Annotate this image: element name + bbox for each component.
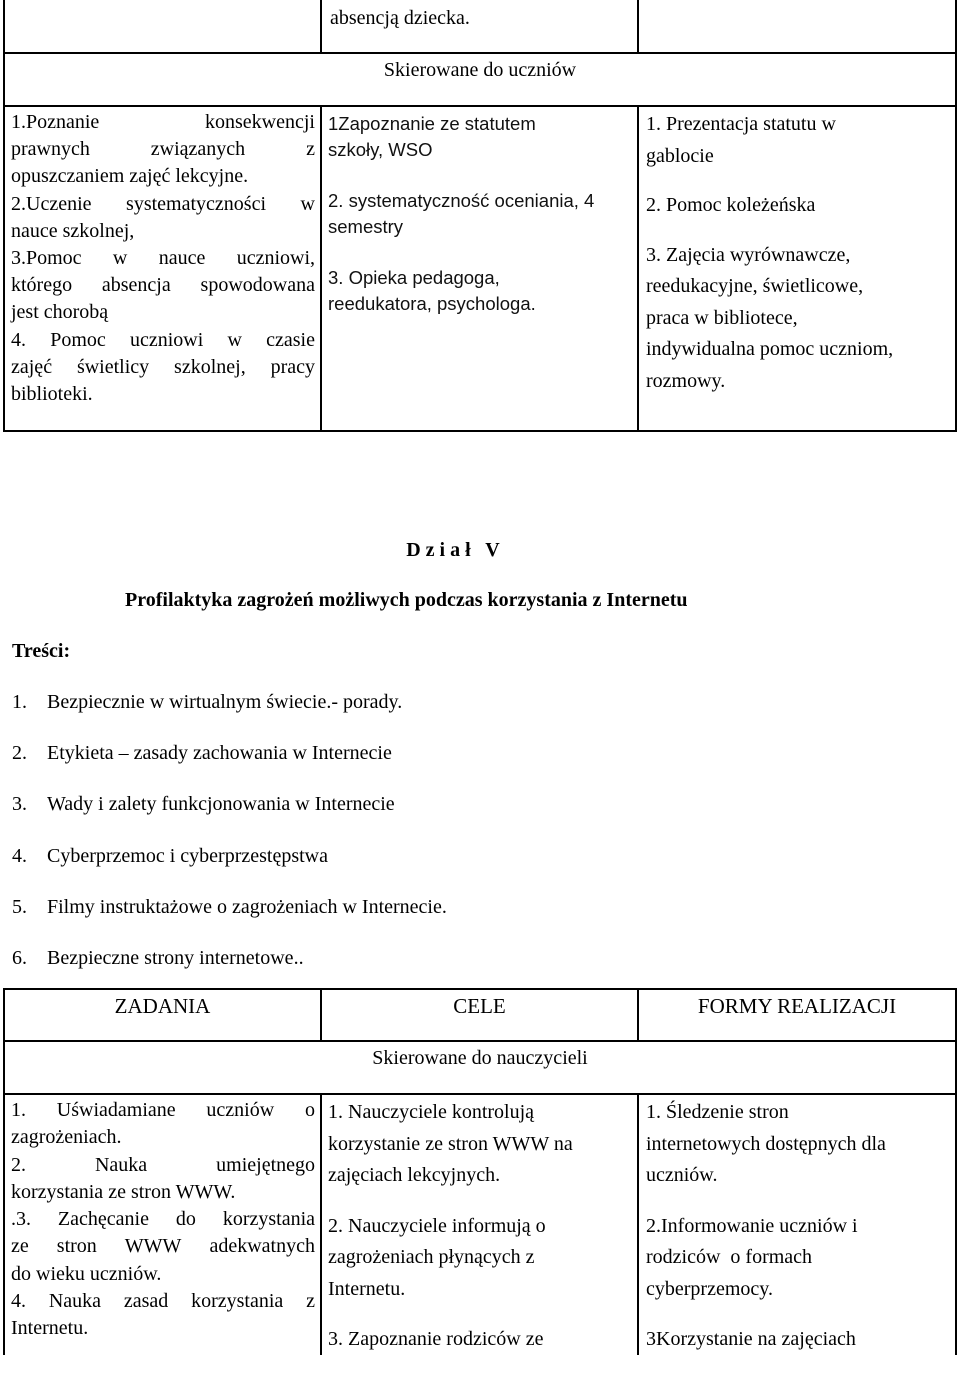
table-border [3, 988, 957, 990]
header-tasks: ZADANIA [114, 994, 211, 1018]
list-number: 4. [12, 844, 27, 867]
cell-line: 2.Informowanie uczniów i [646, 1214, 858, 1237]
cell-line: jest chorobą [11, 301, 109, 324]
cell-item [328, 265, 633, 317]
header-goals: CELE [453, 994, 506, 1018]
list-number: 5. [12, 895, 27, 918]
tasks-column [11, 1097, 315, 1343]
table-border [637, 1093, 639, 1355]
list-text: Etykieta – zasady zachowania w Internecie [47, 742, 392, 765]
cell-text: absencją dziecka. [330, 7, 470, 29]
list-item [12, 843, 328, 870]
cell-line: którego absencja spowodowana [11, 274, 315, 297]
list-item [12, 740, 392, 767]
list-item [12, 894, 447, 921]
cell-item [328, 1324, 633, 1356]
cell-line: Internetu. [328, 1277, 406, 1300]
cell-line: do wieku uczniów. [11, 1262, 162, 1285]
cell-line: 3. Opieka pedagoga, [328, 267, 500, 288]
goals-column [328, 1097, 633, 1375]
list-text: Cyberprzemoc i cyberprzestępstwa [47, 844, 328, 867]
cell-item [328, 1211, 633, 1306]
cell-line: 1. Uświadamiane uczniów o [11, 1099, 315, 1121]
list-text: Filmy instruktażowe o zagrożeniach w Internecie. [47, 895, 447, 918]
cell-line: 4. Nauka zasad korzystania z [11, 1290, 315, 1313]
cell-item [646, 1211, 951, 1306]
cell-line: nauce szkolnej, [11, 219, 135, 242]
list-text: Wady i zalety funkcjonowania w Internecie [47, 793, 395, 816]
cell-item [328, 111, 633, 163]
list-number: 3. [12, 793, 27, 816]
cell-item [646, 190, 951, 222]
list-item [12, 689, 402, 716]
cell-line: prawnych związanych z [11, 138, 315, 161]
cell-line: 1. Nauczyciele kontrolują [328, 1101, 535, 1123]
cell-line: .3. Zachęcanie do korzystania [11, 1208, 315, 1231]
cell-line: internetowych dostępnych dla [646, 1132, 886, 1155]
forms-column [646, 1097, 951, 1375]
table-border [3, 105, 957, 107]
cell-item [646, 1324, 951, 1356]
cell-item [328, 1097, 633, 1192]
cell-line: 1. Śledzenie stron [646, 1101, 789, 1123]
goals-column [328, 111, 633, 342]
cell-line: reedukatora, psychologa. [328, 293, 536, 314]
table-border [637, 0, 639, 52]
cell-line: indywidualna pomoc uczniom, [646, 338, 894, 360]
cell-line: 1.Poznanie konsekwencji [11, 111, 315, 133]
list-number: 6. [12, 947, 27, 969]
cell-line: zagrożeniach płynących z [328, 1246, 535, 1268]
cell-line: rodziców o formach [646, 1246, 813, 1268]
cell-line: 2. Nauka umiejętnego [11, 1153, 315, 1176]
table-border [3, 52, 957, 54]
table-border [955, 988, 957, 1355]
section-title: D z i a ł V [406, 539, 500, 561]
table-border [320, 105, 322, 432]
cell-line: cyberprzemocy. [646, 1277, 773, 1300]
cell-line: 1. Prezentacja statutu w [646, 113, 836, 135]
cell-line: 1Zapoznanie ze statutem [328, 113, 536, 134]
list-text: Bezpieczne strony internetowe.. [47, 947, 304, 969]
cell-line: 2. Pomoc koleżeńska [646, 194, 816, 216]
table-header: Skierowane do uczniów [383, 59, 577, 81]
cell-line: zagrożeniach. [11, 1126, 122, 1149]
table-border [955, 0, 957, 52]
table-border [637, 105, 639, 432]
cell-item [646, 1097, 951, 1192]
cell-item [646, 109, 951, 172]
table-border [3, 1040, 957, 1042]
cell-line: 3. Zajęcia wyrównawcze, [646, 243, 851, 266]
tasks-column [11, 109, 315, 408]
table-border [320, 1093, 322, 1355]
list-item [12, 945, 304, 972]
cell-line: korzystania ze stron WWW. [11, 1180, 236, 1203]
cell-line: 2. Nauczyciele informują o [328, 1214, 546, 1237]
cell-line: 3Korzystanie na zajęciach [646, 1328, 856, 1350]
header-forms: FORMY REALIZACJI [697, 994, 897, 1018]
cell-line: ze stron WWW adekwatnych [11, 1235, 315, 1258]
contents-label: Treści: [12, 640, 71, 662]
cell-line: opuszczaniem zajęć lekcyjne. [11, 165, 249, 188]
cell-line: uczniów. [646, 1164, 718, 1186]
cell-line: 3. Zapoznanie rodziców ze [328, 1328, 544, 1350]
cell-line: szkoły, WSO [328, 139, 433, 160]
cell-item [328, 188, 633, 240]
cell-line: Internetu. [11, 1317, 89, 1340]
list-number: 1. [12, 691, 27, 713]
cell-line: 4. Pomoc uczniowi w czasie [11, 328, 315, 351]
cell-line: 2. systematyczność oceniania, 4 [328, 190, 595, 211]
cell-item [646, 240, 951, 398]
forms-column [646, 109, 951, 415]
table-border [3, 0, 5, 52]
table-border [320, 0, 322, 52]
list-text: Bezpiecznie w wirtualnym świecie.- porady. [47, 691, 403, 713]
cell-line: zajęć świetlicy szkolnej, pracy [11, 355, 315, 378]
cell-line: praca w bibliotece, [646, 306, 798, 329]
cell-line: korzystanie ze stron WWW na [328, 1132, 573, 1155]
cell-line: reedukacyjne, świetlicowe, [646, 275, 864, 297]
cell-line: gablocie [646, 144, 714, 167]
table-subheader: Skierowane do nauczycieli [372, 1047, 588, 1069]
cell-line: rozmowy. [646, 369, 726, 392]
table-border [955, 105, 957, 432]
table-border [3, 1093, 957, 1095]
table-border [955, 52, 957, 105]
table-border [3, 430, 957, 432]
cell-line: biblioteki. [11, 382, 93, 405]
table-border [3, 988, 5, 1355]
cell-line: 3.Pomoc w nauce uczniowi, [11, 246, 315, 269]
list-number: 2. [12, 742, 27, 765]
cell-line: semestry [328, 216, 404, 237]
list-item [12, 791, 395, 818]
section-subtitle: Profilaktyka zagrożeń możliwych podczas korzystania z Internetu [125, 589, 688, 611]
cell-line: 2.Uczenie systematyczności w [11, 192, 315, 215]
table-border [3, 105, 5, 432]
cell-line: zajęciach lekcyjnych. [328, 1164, 501, 1186]
